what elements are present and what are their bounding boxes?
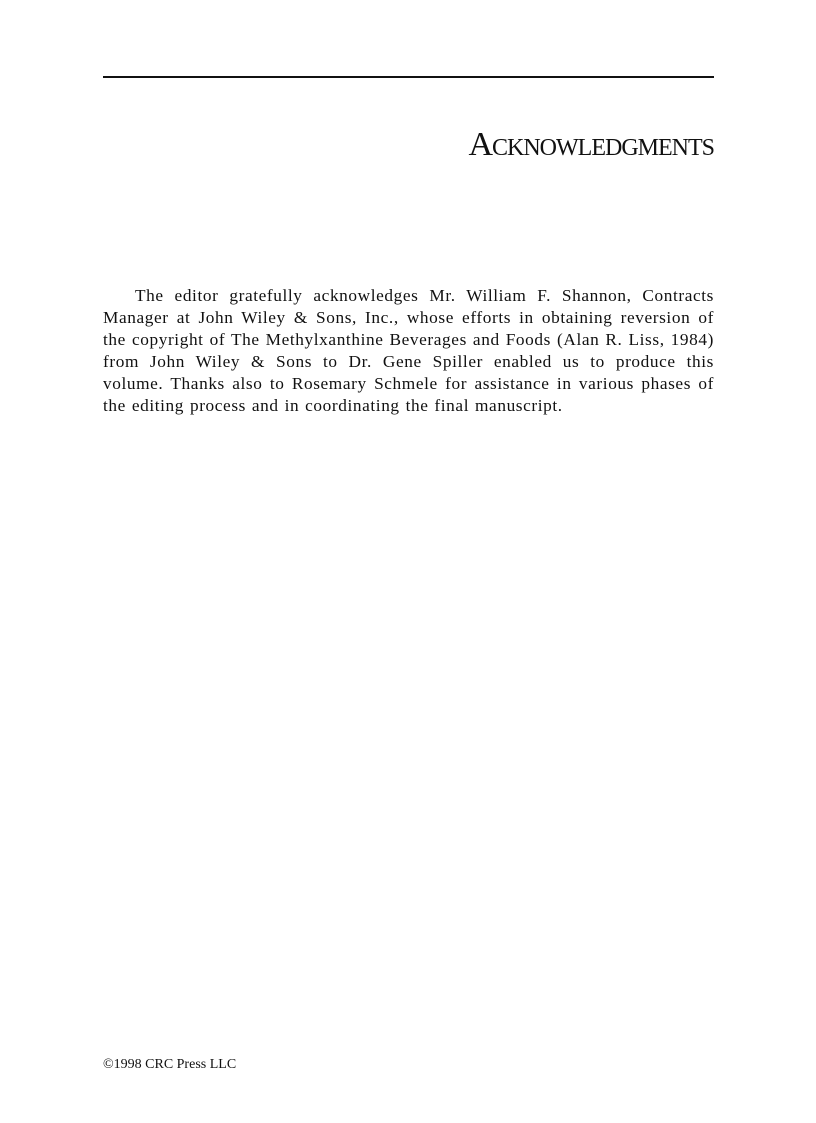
- top-rule-divider: [103, 76, 714, 78]
- acknowledgment-paragraph: The editor gratefully acknowledges Mr. William F. Shannon, Contracts Manager at John Wiley & Sons, Inc., whose efforts in obtaining reversion of the copyright of The Methylxanthine Beverages and Foods (Alan R. Liss, 1984) from John Wiley & Sons to Dr. Gene Spiller enabled us to produce this volume. Thanks also to Rosemary Schmele for assistance in various phases of the editing process and in coordinating the final manuscript.: [103, 286, 714, 415]
- copyright-footer: ©1998 CRC Press LLC: [103, 1057, 237, 1072]
- page-title: Acknowledgments: [468, 126, 714, 163]
